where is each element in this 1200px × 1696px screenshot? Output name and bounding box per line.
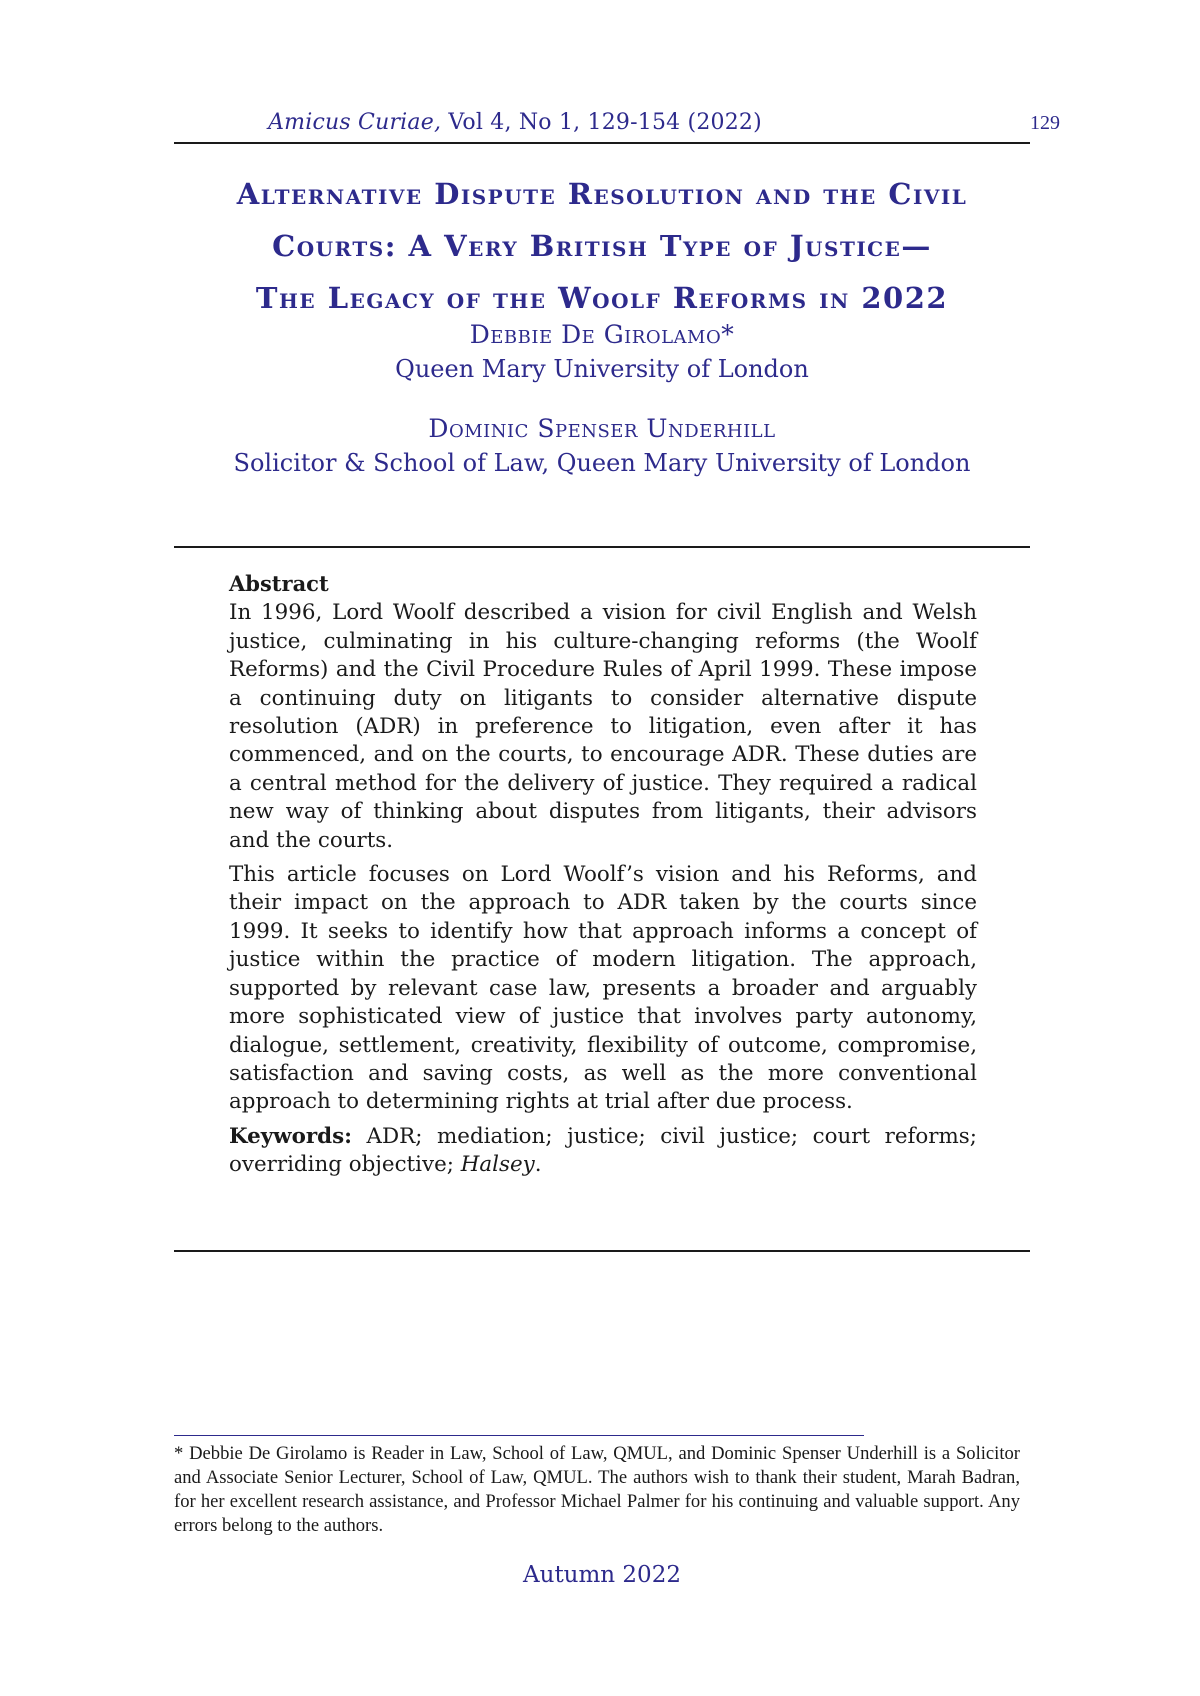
abstract-heading: Abstract [229, 571, 329, 596]
title-divider [174, 546, 1030, 548]
title-line-1: Alternative Dispute Resolution and the Civil [236, 177, 968, 211]
journal-details: Vol 4, No 1, 129-154 (2022) [441, 110, 762, 135]
author-name-1: Debbie De Girolamo* [469, 320, 735, 349]
author-affiliation-1: Queen Mary University of London [395, 355, 809, 383]
keywords-label: Keywords: [229, 1123, 353, 1149]
title-line-3: The Legacy of the Woolf Reforms in 2022 [255, 281, 949, 315]
page-number: 129 [1030, 112, 1060, 134]
abstract-paragraph-2: This article focuses on Lord Woolf’s vision and his Reforms, and their impact on the approach to ADR taken by the courts since 1999. It seeks to identify how that approach informs a concept of justice within the practice of modern litigation. The approach, supported by relevant case law, presents a broader and arguably more sophisticated view of justice that involves party autonomy, dialogue, settlement, creativity, flexibility of outcome, compromise, satisfaction and saving costs, as well as the more conventional approach to determining rights at trial after due process. [229, 862, 977, 1115]
header-divider [174, 142, 1030, 144]
footnote-divider [174, 1435, 864, 1436]
keywords-end: . [534, 1152, 542, 1178]
abstract-section [229, 570, 977, 1186]
journal-name: Amicus Curiae, [268, 110, 442, 135]
keywords-list: ADR; mediation; justice; civil justice; court reforms; overriding objective; [229, 1123, 977, 1178]
abstract-paragraph-1: In 1996, Lord Woolf described a vision for civil English and Welsh justice, culminating in his culture-changing reforms (the Woolf Reforms) and the Civil Procedure Rules of April 1999. These impose a continuing duty on litigants to consider alternative dispute resolution (ADR) in preference to litigation, even after it has commenced, and on the courts, to encourage ADR. These duties are a central method for the delivery of justice. They required a radical new way of thinking about disputes from litigants, their advisors and the courts. [229, 600, 977, 853]
running-head [175, 110, 855, 135]
author-affiliation-2: Solicitor & School of Law, Queen Mary University of London [233, 449, 971, 477]
keywords [229, 1123, 977, 1180]
article-title [174, 168, 1030, 324]
abstract-divider [174, 1250, 1030, 1252]
keywords-case-name: Halsey [460, 1152, 535, 1178]
title-line-2: Courts: A Very British Type of Justice— [272, 229, 932, 263]
issue-footer: Autumn 2022 [523, 1562, 681, 1588]
author-footnote: * Debbie De Girolamo is Reader in Law, School of Law, QMUL, and Dominic Spenser Underhill is a Solicitor and Associate Senior Lecturer, School of Law, QMUL. The authors wish to thank their student, Marah Badran, for her excellent research assistance, and Professor Michael Palmer for his continuing and valuable support. Any errors belong to the authors. [174, 1443, 1020, 1536]
author-name-2: Dominic Spenser Underhill [428, 414, 776, 443]
